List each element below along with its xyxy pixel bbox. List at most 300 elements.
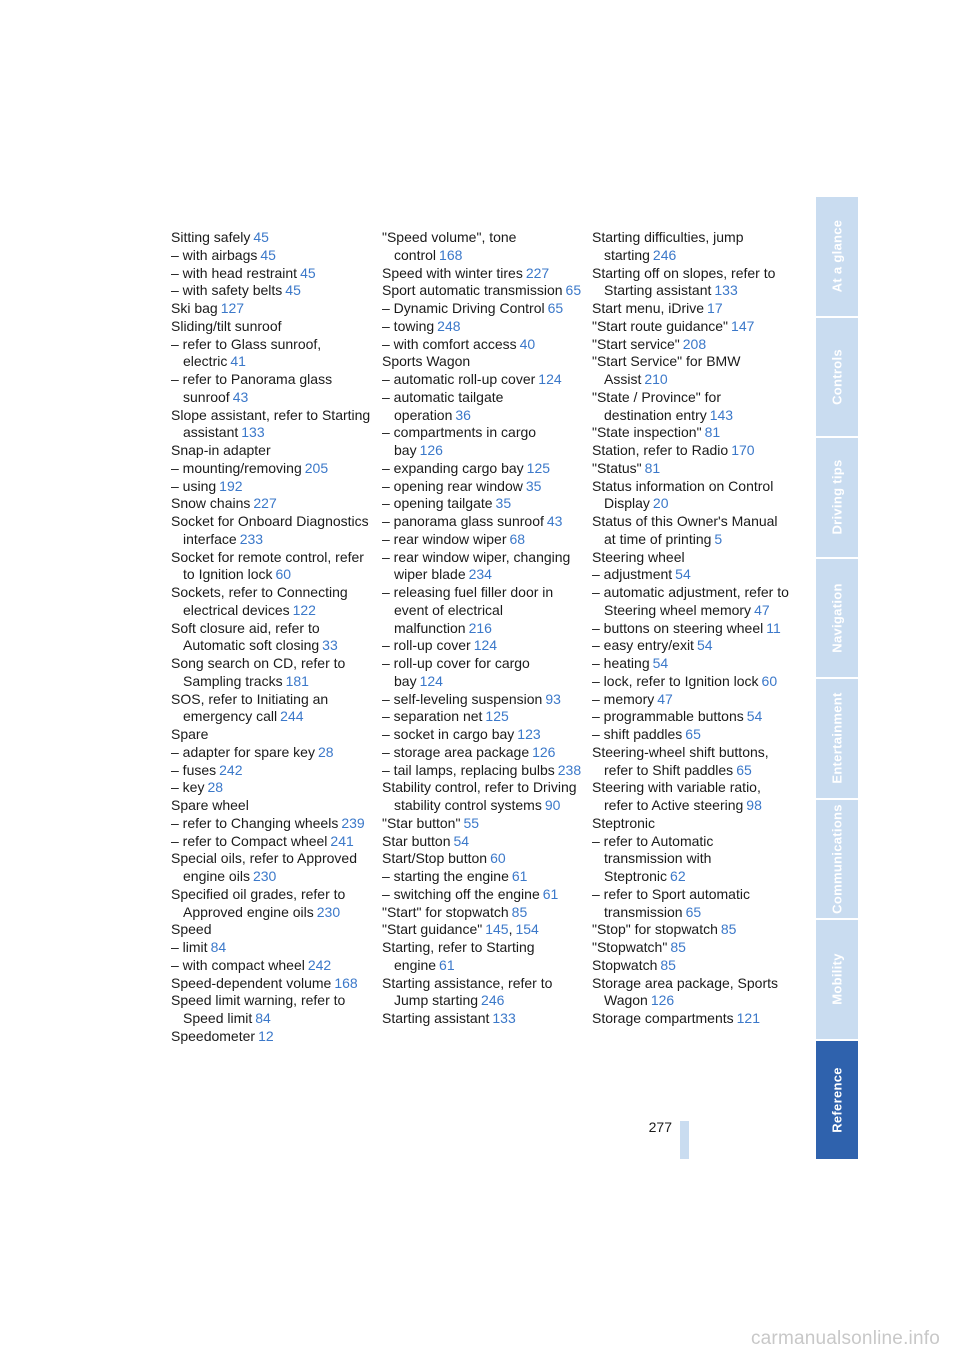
index-term: Slope assistant, refer to Starting assistant [171, 406, 371, 441]
index-entry [171, 282, 371, 300]
index-term: Stability control, refer to Driving stability control systems [382, 779, 577, 813]
page-link[interactable]: 93 [545, 690, 561, 707]
chapter-tab-navigation[interactable] [816, 559, 858, 678]
page-link[interactable]: 124 [538, 371, 562, 387]
index-term: – automatic adjustment, refer to Steering wheel memory [592, 584, 789, 618]
page-link[interactable]: 168 [439, 246, 463, 263]
index-entry [382, 478, 582, 496]
page-link[interactable]: 47 [754, 601, 770, 618]
index-entry [382, 531, 582, 549]
index-entry [171, 992, 371, 1028]
index-entry [382, 850, 582, 868]
chapter-tab-at-a-glance[interactable] [816, 197, 858, 316]
index-entry [171, 513, 371, 549]
chapter-tab-label: Navigation [829, 583, 845, 653]
index-term: "Status" [592, 459, 642, 476]
page-link[interactable]: 125 [526, 459, 551, 476]
index-entry [592, 620, 792, 638]
index-entry [382, 389, 582, 425]
page-link[interactable]: 98 [746, 797, 762, 813]
index-entry [382, 549, 582, 585]
index-entry [382, 921, 582, 939]
page-link[interactable]: 85 [511, 903, 528, 920]
page-link[interactable]: 45 [300, 264, 316, 281]
page-link[interactable]: 244 [280, 708, 304, 725]
index-term: Speed [171, 921, 212, 938]
chapter-tab-label: Entertainment [829, 692, 845, 784]
index-term: Status information on Control Display [592, 477, 774, 512]
page-link[interactable]: 33 [322, 637, 338, 654]
index-term: – refer to Panorama glass sunroof [171, 371, 333, 405]
page-link[interactable]: 81 [704, 424, 721, 441]
chapter-tab-label: Reference [829, 1066, 845, 1133]
index-entry [171, 939, 371, 957]
index-entry [592, 975, 792, 1011]
page-link[interactable]: 12 [258, 1027, 274, 1044]
page-link[interactable]: 208 [682, 335, 707, 352]
index-term: Steptronic [592, 814, 656, 831]
index-entry [171, 655, 371, 691]
page-link[interactable]: 227 [525, 264, 550, 281]
page-link[interactable]: 65 [736, 761, 752, 778]
index-term: Sports Wagon [382, 353, 471, 370]
index-entry [171, 726, 371, 744]
index-term: Star button [382, 832, 451, 849]
index-term: – fuses [171, 761, 217, 778]
chapter-tab-label: Driving tips [829, 459, 845, 535]
index-entry [171, 850, 371, 886]
index-entry [171, 229, 371, 247]
page-link[interactable]: 36 [455, 406, 471, 423]
page-link[interactable]: 124 [473, 637, 498, 654]
index-entry [592, 300, 792, 318]
page-link[interactable]: 65 [547, 300, 564, 316]
index-entry [382, 833, 582, 851]
page-link[interactable]: 246 [481, 992, 505, 1009]
index-term: "Stopwatch" [592, 939, 668, 955]
index-term: – shift paddles [592, 726, 683, 742]
page-link[interactable]: 45 [260, 246, 276, 263]
index-term: – rear window wiper [382, 530, 507, 547]
page-link[interactable]: 5 [714, 530, 723, 547]
page-link[interactable]: 154 [515, 921, 539, 938]
page-link[interactable]: 35 [525, 477, 542, 494]
index-term: – refer to Changing wheels [171, 814, 339, 831]
chapter-tab-label: At a glance [829, 219, 845, 293]
index-entry [592, 708, 792, 726]
index-entry [171, 921, 371, 939]
page-link[interactable]: 168 [334, 974, 358, 991]
index-entry [592, 886, 792, 922]
page-link[interactable]: 60 [275, 566, 292, 583]
index-term: – adapter for spare key [171, 743, 315, 760]
chapter-tabs [816, 197, 858, 1161]
index-entry [592, 815, 792, 833]
page-link[interactable]: 216 [468, 619, 492, 636]
index-entry [171, 371, 371, 407]
index-term: – storage area package [382, 743, 530, 760]
index-term: – panorama glass sunroof [382, 513, 544, 529]
chapter-tab-communications[interactable] [816, 800, 858, 919]
page-link[interactable]: 45 [285, 282, 301, 299]
index-term: – roll-up cover for cargo bay [382, 655, 530, 689]
page-link[interactable]: 238 [557, 761, 582, 778]
page-link[interactable]: 60 [490, 850, 506, 867]
page-link[interactable]: 133 [241, 424, 265, 441]
index-term: Socket for Onboard Diagnostics interface [171, 513, 369, 547]
page-link[interactable]: 210 [644, 371, 668, 387]
index-entry [382, 744, 582, 762]
index-entry [171, 407, 371, 443]
index-entry [592, 478, 792, 514]
page-link[interactable]: 68 [509, 530, 526, 547]
index-term: – limit [171, 939, 208, 955]
page-link[interactable]: 143 [709, 406, 734, 423]
page-link[interactable]: 47 [657, 690, 673, 707]
page-link[interactable]: 20 [652, 495, 669, 512]
index-entry [592, 637, 792, 655]
index-term: – with safety belts [171, 282, 283, 299]
page-link[interactable]: 28 [317, 743, 334, 760]
index-entry [592, 460, 792, 478]
page-link[interactable]: 65 [685, 726, 701, 742]
index-entry [382, 300, 582, 318]
index-term: "State inspection" [592, 424, 702, 441]
index-term: Ski bag [171, 300, 218, 316]
page-link[interactable]: 61 [439, 956, 455, 973]
index-entry [592, 389, 792, 425]
index-term: – key [171, 779, 205, 796]
index-entry [382, 584, 582, 637]
page-link[interactable]: 84 [210, 939, 227, 955]
index-term: "Start route guidance" [592, 317, 729, 334]
index-term: Starting difficulties, jump starting [592, 229, 744, 263]
page-link[interactable]: 233 [239, 530, 264, 547]
page-link[interactable]: 145 [485, 921, 509, 938]
index-entry [171, 247, 371, 265]
index-entry [382, 336, 582, 354]
index-term: Snap-in adapter [171, 442, 271, 458]
index-entry [592, 957, 792, 975]
page-link[interactable]: 133 [492, 1010, 516, 1026]
page-link[interactable]: 81 [644, 459, 661, 476]
index-entry [592, 566, 792, 584]
page-link[interactable]: 239 [341, 814, 365, 831]
index-entry [592, 549, 792, 567]
index-term: Spare [171, 726, 209, 742]
index-entry [382, 318, 582, 336]
page-link[interactable]: 85 [660, 956, 676, 973]
index-term: – automatic tailgate operation [382, 388, 504, 423]
page-link[interactable]: 55 [463, 814, 480, 831]
index-term: – Dynamic Driving Control [382, 300, 545, 316]
index-entry [382, 282, 582, 300]
index-term: Storage area package, Sports Wagon [592, 974, 779, 1009]
index-entry [171, 833, 371, 851]
index-entry [592, 442, 792, 460]
index-entry [382, 975, 582, 1011]
page-marker [680, 1121, 689, 1159]
index-entry [592, 691, 792, 709]
index-term: Special oils, refer to Approved engine oils [171, 850, 357, 884]
index-term: Sliding/tilt sunroof [171, 317, 282, 334]
page-link[interactable]: 122 [292, 601, 316, 618]
chapter-tab-label: Controls [829, 348, 845, 405]
index-term: Sport automatic transmission [382, 282, 563, 299]
index-term: "Start guidance" [382, 921, 483, 938]
index-entry [382, 460, 582, 478]
page-link[interactable]: 181 [285, 672, 309, 689]
page-link[interactable]: 126 [650, 992, 675, 1009]
index-term: – with comfort access [382, 335, 517, 352]
index-term: – socket in cargo bay [382, 726, 515, 742]
chapter-tab-reference[interactable] [816, 1041, 858, 1160]
index-term: "Stop" for stopwatch [592, 921, 718, 938]
page-link[interactable]: 54 [696, 637, 713, 654]
index-term: Socket for remote control, refer to Ignition lock [171, 548, 364, 583]
index-entry [171, 584, 371, 620]
index-entry [171, 815, 371, 833]
index-term: – refer to Compact wheel [171, 832, 328, 849]
index-entry [382, 513, 582, 531]
page-link[interactable]: 65 [685, 903, 702, 920]
page-link[interactable]: 45 [253, 229, 269, 245]
index-term: Start menu, iDrive [592, 300, 705, 316]
page-link[interactable]: 54 [652, 655, 669, 671]
index-term: – self-leveling suspension [382, 690, 543, 707]
index-term: SOS, refer to Initiating an emergency call [171, 690, 329, 725]
index-entry [171, 762, 371, 780]
index-term: Status of this Owner's Manual at time of printing [592, 513, 778, 547]
index-entry [171, 779, 371, 797]
index-entry [382, 708, 582, 726]
index-term: – with compact wheel [171, 956, 305, 973]
watermark: carmanualsonline.info [750, 1328, 940, 1349]
page-link[interactable]: 127 [220, 300, 245, 316]
index-term: – separation net [382, 708, 483, 725]
index-entry [382, 886, 582, 904]
page-link[interactable]: 43 [546, 513, 563, 529]
index-term: "Star button" [382, 814, 461, 831]
index-entry [592, 744, 792, 780]
index-term: – opening rear window [382, 477, 523, 494]
index-entry [382, 779, 582, 815]
chapter-tab-mobility[interactable] [816, 920, 858, 1039]
page-link[interactable]: 121 [736, 1010, 760, 1026]
index-entry [592, 424, 792, 442]
page-link[interactable]: 241 [330, 832, 354, 849]
index-term: – using [171, 477, 217, 494]
index-entry [592, 673, 792, 691]
index-term: – expanding cargo bay [382, 459, 524, 476]
page-link[interactable]: 17 [707, 300, 723, 316]
index-entry [382, 726, 582, 744]
index-column-3 [592, 229, 792, 1028]
index-term: Speed with winter tires [382, 264, 523, 281]
index-term: Snow chains [171, 495, 251, 512]
index-term: Speedometer [171, 1027, 256, 1044]
page-link[interactable]: 123 [517, 726, 541, 742]
page-link[interactable]: 242 [307, 956, 332, 973]
index-term: – releasing fuel filler door in event of electrical malfunction [382, 584, 554, 636]
index-entry [171, 744, 371, 762]
index-entry [382, 1010, 582, 1028]
chapter-tab-label: Communications [829, 803, 845, 914]
index-term: – tail lamps, replacing bulbs [382, 761, 555, 778]
page-link[interactable]: 125 [485, 708, 509, 725]
index-entry [382, 868, 582, 886]
index-entry [171, 797, 371, 815]
index-entry [592, 336, 792, 354]
index-entry [382, 371, 582, 389]
page-link[interactable]: 41 [230, 353, 246, 370]
page-link[interactable]: 230 [316, 903, 341, 920]
index-entry [382, 353, 582, 371]
page-link[interactable]: 40 [519, 335, 536, 352]
index-column-2 [382, 229, 582, 1028]
page-link[interactable]: 85 [670, 939, 686, 955]
index-term: Steering with variable ratio, refer to Active steering [592, 779, 761, 813]
index-term: – switching off the engine [382, 885, 540, 902]
index-term: – with airbags [171, 246, 258, 263]
index-entry [171, 336, 371, 372]
index-term: "Start Service" for BMW Assist [592, 353, 741, 387]
page-link[interactable]: 60 [761, 672, 778, 689]
chapter-tab-driving-tips[interactable] [816, 438, 858, 557]
chapter-tab-label: Mobility [829, 953, 845, 1006]
page-link[interactable]: 126 [419, 442, 443, 458]
index-entry [382, 637, 582, 655]
index-entry [592, 265, 792, 301]
index-entry [592, 921, 792, 939]
page-link[interactable]: 227 [253, 495, 277, 512]
index-term: "Speed volume", tone control [382, 229, 517, 263]
index-term: – compartments in cargo bay [382, 424, 537, 458]
page-link[interactable]: 205 [304, 459, 329, 476]
index-entry [171, 957, 371, 975]
page-link[interactable]: 54 [675, 566, 691, 583]
index-entry [382, 655, 582, 691]
page-link[interactable]: 62 [670, 868, 686, 884]
page-link[interactable]: 85 [720, 921, 737, 938]
page-link[interactable]: 11 [766, 619, 781, 636]
page-link[interactable]: 65 [565, 282, 582, 299]
index-entry [382, 424, 582, 460]
index-entry [592, 779, 792, 815]
page-link[interactable]: 230 [252, 868, 277, 884]
index-entry [592, 726, 792, 744]
index-term: – refer to Automatic transmission with Steptronic [592, 832, 714, 884]
index-term: – roll-up cover [382, 637, 471, 654]
index-entry [382, 495, 582, 513]
index-term: – lock, refer to Ignition lock [592, 672, 759, 689]
index-entry [382, 904, 582, 922]
index-term: – automatic roll-up cover [382, 371, 536, 387]
page-link[interactable]: 147 [731, 317, 755, 334]
index-term: – with head restraint [171, 264, 298, 281]
index-term: – towing [382, 317, 435, 334]
page-link[interactable]: 126 [532, 743, 556, 760]
page-link[interactable]: 61 [511, 868, 528, 884]
chapter-tab-entertainment[interactable] [816, 679, 858, 798]
index-entry [382, 691, 582, 709]
index-entry [171, 460, 371, 478]
index-term: "Start" for stopwatch [382, 903, 509, 920]
index-entry [171, 300, 371, 318]
page-link[interactable]: 133 [714, 282, 738, 299]
index-entry [171, 478, 371, 496]
index-term: Sitting safely [171, 229, 251, 245]
index-term: Song search on CD, refer to Sampling tracks [171, 655, 346, 689]
index-term: – heating [592, 655, 650, 671]
index-entry [382, 265, 582, 283]
index-entry [592, 1010, 792, 1028]
index-entry [171, 265, 371, 283]
index-term: Storage compartments [592, 1010, 734, 1026]
index-entry [592, 655, 792, 673]
page-link[interactable]: 35 [495, 495, 512, 512]
index-entry [171, 620, 371, 656]
index-term: – refer to Glass sunroof, electric [171, 335, 322, 370]
page-link[interactable]: 246 [652, 246, 677, 263]
page-link[interactable]: 84 [255, 1010, 271, 1026]
index-entry [592, 584, 792, 620]
page-link[interactable]: 248 [437, 317, 461, 334]
index-term: Stopwatch [592, 956, 658, 973]
index-entry [592, 513, 792, 549]
index-term: Speed limit warning, refer to Speed limit [171, 992, 346, 1026]
index-term: Speed-dependent volume [171, 974, 332, 991]
index-term: – buttons on steering wheel [592, 619, 764, 636]
index-term: Steering wheel [592, 548, 685, 565]
page-link[interactable]: 54 [746, 708, 763, 725]
index-entry [592, 353, 792, 389]
page-link[interactable]: 54 [453, 832, 470, 849]
index-term: Starting assistant [382, 1010, 490, 1026]
index-entry [171, 549, 371, 585]
index-entry [171, 1028, 371, 1046]
page-link[interactable]: 234 [468, 566, 492, 583]
index-entry [382, 762, 582, 780]
index-entry [382, 229, 582, 265]
index-term: Starting, refer to Starting engine [382, 939, 535, 973]
chapter-tab-controls[interactable] [816, 318, 858, 437]
index-entry [171, 886, 371, 922]
index-entry [171, 318, 371, 336]
index-entry [592, 318, 792, 336]
page-link[interactable]: 124 [419, 672, 443, 689]
page-separator: , [508, 921, 513, 938]
page-link[interactable]: 242 [219, 761, 243, 778]
index-entry [171, 975, 371, 993]
page-link[interactable]: 61 [542, 885, 559, 902]
index-term: Starting assistance, refer to Jump starting [382, 974, 553, 1009]
index-column-1 [171, 229, 371, 1046]
index-term: Start/Stop button [382, 850, 488, 867]
index-entry [171, 495, 371, 513]
page-link[interactable]: 43 [232, 388, 249, 405]
index-entry [171, 691, 371, 727]
index-term: – mounting/removing [171, 459, 302, 476]
page-link[interactable]: 90 [544, 797, 561, 813]
index-term: – easy entry/exit [592, 637, 694, 654]
page-link[interactable]: 28 [207, 779, 224, 796]
page-link[interactable]: 192 [219, 477, 243, 494]
index-term: – rear window wiper, changing wiper blade [382, 548, 571, 583]
index-entry [171, 442, 371, 460]
index-term: Soft closure aid, refer to Automatic soft closing [171, 619, 320, 654]
page-link[interactable]: 170 [731, 442, 755, 458]
